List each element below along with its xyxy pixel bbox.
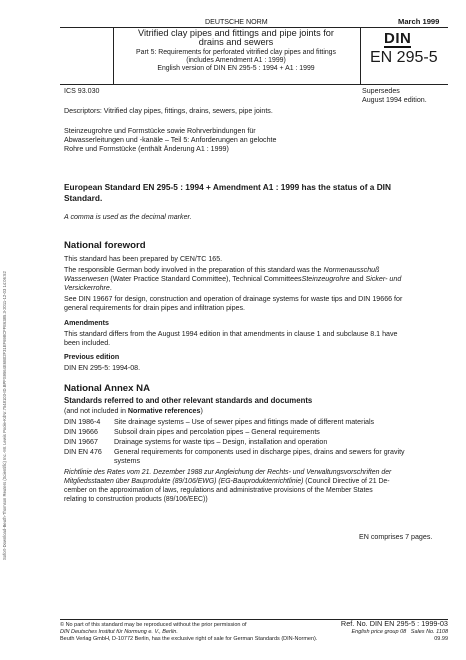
previous-edition-text: DIN EN 295-5: 1994-08.: [64, 364, 141, 372]
price-sales-line: [340, 629, 448, 636]
status-line-1: European Standard EN 295-5 : 1994 + Amendment A1 : 1999 has the status of a DIN: [64, 182, 391, 192]
document-title: [113, 29, 359, 48]
foreword-p3-line-2: general requirements for drain pipes and infiltration pipes.: [64, 304, 245, 313]
descriptors: Descriptors: Vitrified clay pipes, fittings, drains, sewers, pipe joints.: [64, 107, 273, 115]
directive-line-3: cember on the approximation of laws, regulations and administrative provisions of the Member States: [64, 487, 373, 495]
foreword-p2-and: and: [349, 275, 366, 284]
annex-note: [64, 407, 203, 416]
standard-description-line-2: systems: [114, 457, 141, 465]
standard-code: DIN 19666: [64, 428, 98, 436]
standard-description: Site drainage systems – Use of sewer pipes and fittings made of different materials: [114, 418, 375, 426]
supersedes-note: [362, 87, 427, 105]
status-statement: [64, 182, 454, 203]
ics-code: ICS 93.030: [64, 87, 100, 95]
foreword-paragraph-1: This standard has been prepared by CEN/TC 165.: [64, 255, 223, 263]
norm-label: DEUTSCHE NORM: [205, 18, 268, 26]
price-group: English price group 08: [351, 628, 407, 635]
din-logo: DIN: [384, 30, 412, 47]
directive-line-2-italic: Mitgliedsstaaten über Bauprodukte (89/106/EWG) (EG-Bauproduktenrichtlinie): [64, 478, 304, 486]
sales-number: Sales No. 1108: [410, 628, 448, 635]
foreword-p2-text-a: The responsible German body involved in the preparation of this standard was the: [64, 266, 324, 274]
foreword-p2-committee-name: Normenausschuß: [323, 266, 380, 274]
part-title: [113, 49, 359, 74]
german-title-line-2: Abwasserleitungen und -kanäle – Teil 5: Anforderungen an gelochte: [64, 136, 277, 145]
standard-description: [114, 448, 449, 466]
pages-note: EN comprises 7 pages.: [359, 533, 433, 541]
standard-code: DIN 1986-4: [64, 418, 101, 426]
german-title-line-3: Rohre und Formstücke (enthält Änderung A1 : 1999): [64, 145, 229, 154]
footer-copyright-line-3: Beuth Verlag GmbH, D-10772 Berlin, has the exclusive right of sale for German Standards (DIN-Normen).: [60, 636, 318, 642]
title-line-1: Vitrified clay pipes and fittings and pipe joints for: [138, 28, 334, 38]
foreword-p3-line-1: See DIN 19667 for design, construction and operation of drainage systems for waste tips and DIN 19666 for: [64, 295, 403, 303]
title-line-2: drains and sewers: [198, 37, 274, 48]
foreword-p2-tc-2-cont: Versickerrohre: [64, 284, 110, 293]
part-line-2: (includes Amendment A1 : 1999): [186, 57, 286, 65]
standard-number: EN 295-5: [370, 49, 438, 66]
part-line-1: Part 5: Requirements for perforated vitrified clay pipes and fittings: [136, 49, 336, 56]
status-line-2: Standard.: [64, 192, 103, 203]
foreword-p2-text-d: (Water Practice Standard Committee), Technical Committees: [108, 275, 302, 284]
foreword-paragraph-3: [64, 295, 454, 313]
national-foreword-heading: National foreword: [64, 240, 146, 251]
foreword-p2-period: .: [109, 284, 112, 293]
footer-code: 09.99: [434, 635, 448, 642]
directive-paragraph: [64, 468, 456, 504]
amendments-text: [64, 330, 454, 348]
directive-line-2-plain: (Council Directive of 21 De-: [303, 478, 390, 486]
standard-description: Subsoil drain pipes and percolation pipes – General requirements: [114, 428, 320, 436]
annex-subheading: Standards referred to and other relevant standards and documents: [64, 396, 313, 405]
foreword-p2-committee-name-cont: Wasserwesen: [64, 275, 109, 284]
standard-description-line-1: General requirements for components used in discharge pipes, drains and sewers for gravity: [114, 448, 405, 456]
supersedes-line-1: Supersedes: [362, 87, 400, 95]
english-version-line: English version of DIN EN 295-5 : 1994 + A1 : 1999: [157, 65, 315, 73]
issue-date: March 1999: [398, 17, 440, 26]
amendments-line-2: been included.: [64, 339, 111, 348]
annex-note-normative-refs: Normative references: [127, 407, 201, 415]
footer-copyright-line-1: © No part of this standard may be reproduced without the prior permission of: [60, 622, 247, 628]
footer-copyright: [60, 622, 330, 643]
supersedes-line-2: August 1994 edition.: [362, 96, 427, 105]
standard-code: DIN EN 476: [64, 448, 102, 456]
standard-code: DIN 19667: [64, 438, 98, 446]
footer-reference: [340, 620, 448, 643]
comma-note: A comma is used as the decimal marker.: [64, 213, 192, 221]
foreword-p2-tc-2: Sicker- und: [365, 275, 402, 284]
german-title: [64, 127, 364, 154]
side-download-text: Sofort-Download-Beuth-Thomson Reuters (Scientific) Inc.-Mr. Lewis Poole-KdNr.7548103-ID.BPFS9564E6B02F31EF698CFFE6385.3-2011-12-03 14:06:52: [2, 271, 7, 560]
directive-line-4: relating to construction products (89/106/EEC)): [64, 496, 208, 504]
ref-number: Ref. No. DIN EN 295-5 : 1999-03: [340, 619, 448, 628]
annex-note-c: ): [200, 407, 203, 415]
standard-description: Drainage systems for waste tips – Design, installation and operation: [114, 438, 328, 446]
header-bottom-rule: [60, 84, 448, 85]
directive-line-1: Richtlinie des Rates vom 21. Dezember 1988 zur Angleichung der Rechts- und Verwaltungsvorschriften der: [64, 469, 392, 476]
foreword-p2-tc-1: Steinzeugrohre: [301, 275, 350, 284]
german-title-line-1: Steinzeugrohre und Formstücke sowie Rohrverbindungen für: [64, 127, 256, 135]
foreword-paragraph-2: [64, 266, 454, 293]
footer-copyright-line-2: DIN Deutsches Institut für Normung e. V., Berlin.: [60, 629, 178, 635]
national-annex-heading: National Annex NA: [64, 383, 150, 394]
previous-edition-heading: Previous edition: [64, 353, 120, 361]
amendments-heading: Amendments: [64, 319, 109, 327]
annex-note-a: (and not included in: [64, 407, 128, 415]
amendments-line-1: This standard differs from the August 1994 edition in that amendments in clause 1 and subclause 8.1 have: [64, 330, 398, 338]
